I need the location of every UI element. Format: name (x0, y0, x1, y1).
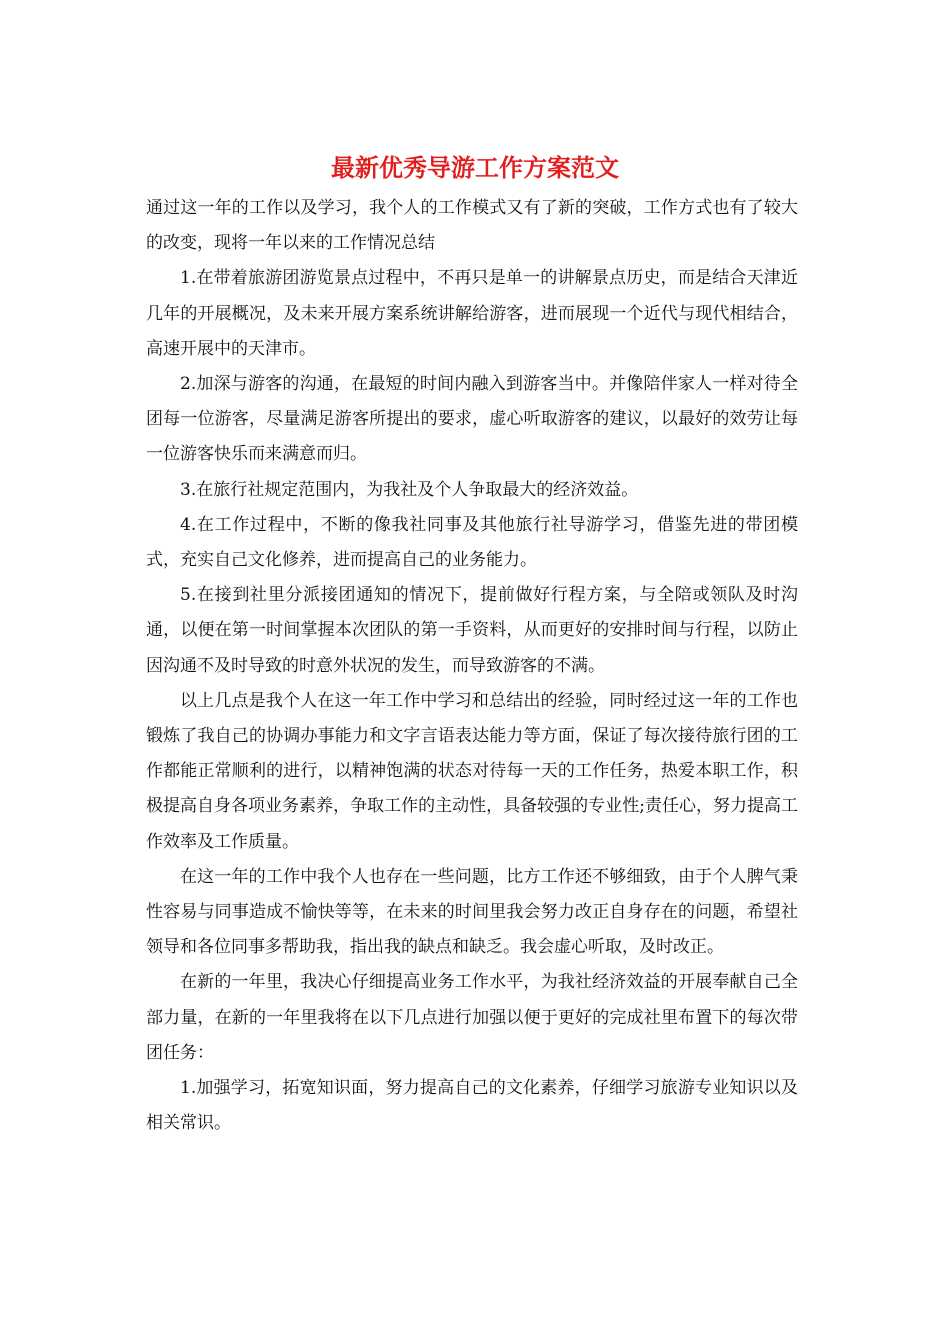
paragraph-plan: 在新的一年里，我决心仔细提高业务工作水平，为我社经济效益的开展奉献自己全部力量，在新的一年里我将在以下几点进行加强以便于更好的完成社里布置下的每次带团任务： (146, 972, 798, 1063)
paragraph-intro: 通过这一年的工作以及学习，我个人的工作模式又有了新的突破，工作方式也有了较大的改变，现将一年以来的工作情况总结 (146, 198, 798, 254)
paragraph-summary: 以上几点是我个人在这一年工作中学习和总结出的经验，同时经过这一年的工作也锻炼了我自己的协调办事能力和文字言语表达能力等方面，保证了每次接待旅行团的工作都能正常顺利的进行，以精神饱满的状态对待每一天的工作任务，热爱本职工作，积极提高自身各项业务素养，争取工作的主动性，具备较强的专业性;责任心，努力提高工作效率及工作质量。 (146, 690, 798, 852)
paragraph-problems: 在这一年的工作中我个人也存在一些问题，比方工作还不够细致，由于个人脾气秉性容易与同事造成不愉快等等，在未来的时间里我会努力改正自身存在的问题，希望社领导和各位同事多帮助我，指出我的缺点和缺乏。我会虚心听取，及时改正。 (146, 866, 798, 958)
paragraph-item-1: 1.在带着旅游团游览景点过程中，不再只是单一的讲解景点历史，而是结合天津近几年的开展概况，及未来开展方案系统讲解给游客，进而展现一个近代与现代相结合，高速开展中的天津市。 (146, 268, 798, 359)
paragraph-item-2: 2.加深与游客的沟通，在最短的时间内融入到游客当中。并像陪伴家人一样对待全团每一位游客，尽量满足游客所提出的要求，虚心听取游客的建议，以最好的效劳让每一位游客快乐而来满意而归。 (146, 374, 798, 465)
document-body (146, 191, 798, 1141)
paragraph-item-4: 4.在工作过程中，不断的像我社同事及其他旅行社导游学习，借鉴先进的带团模式，充实自己文化修养，进而提高自己的业务能力。 (146, 514, 798, 571)
paragraph-plan-item-1: 1.加强学习，拓宽知识面，努力提高自己的文化素养，仔细学习旅游专业知识以及相关常识。 (146, 1078, 798, 1134)
paragraph-item-5: 5.在接到社里分派接团通知的情况下，提前做好行程方案，与全陪或领队及时沟通，以便在第一时间掌握本次团队的第一手资料，从而更好的安排时间与行程，以防止因沟通不及时导致的时意外状况的发生，而导致游客的不满。 (146, 585, 798, 676)
document-title: 最新优秀导游工作方案范文 (331, 153, 619, 182)
paragraph-item-3: 3.在旅行社规定范围内，为我社及个人争取最大的经济效益。 (180, 479, 639, 500)
